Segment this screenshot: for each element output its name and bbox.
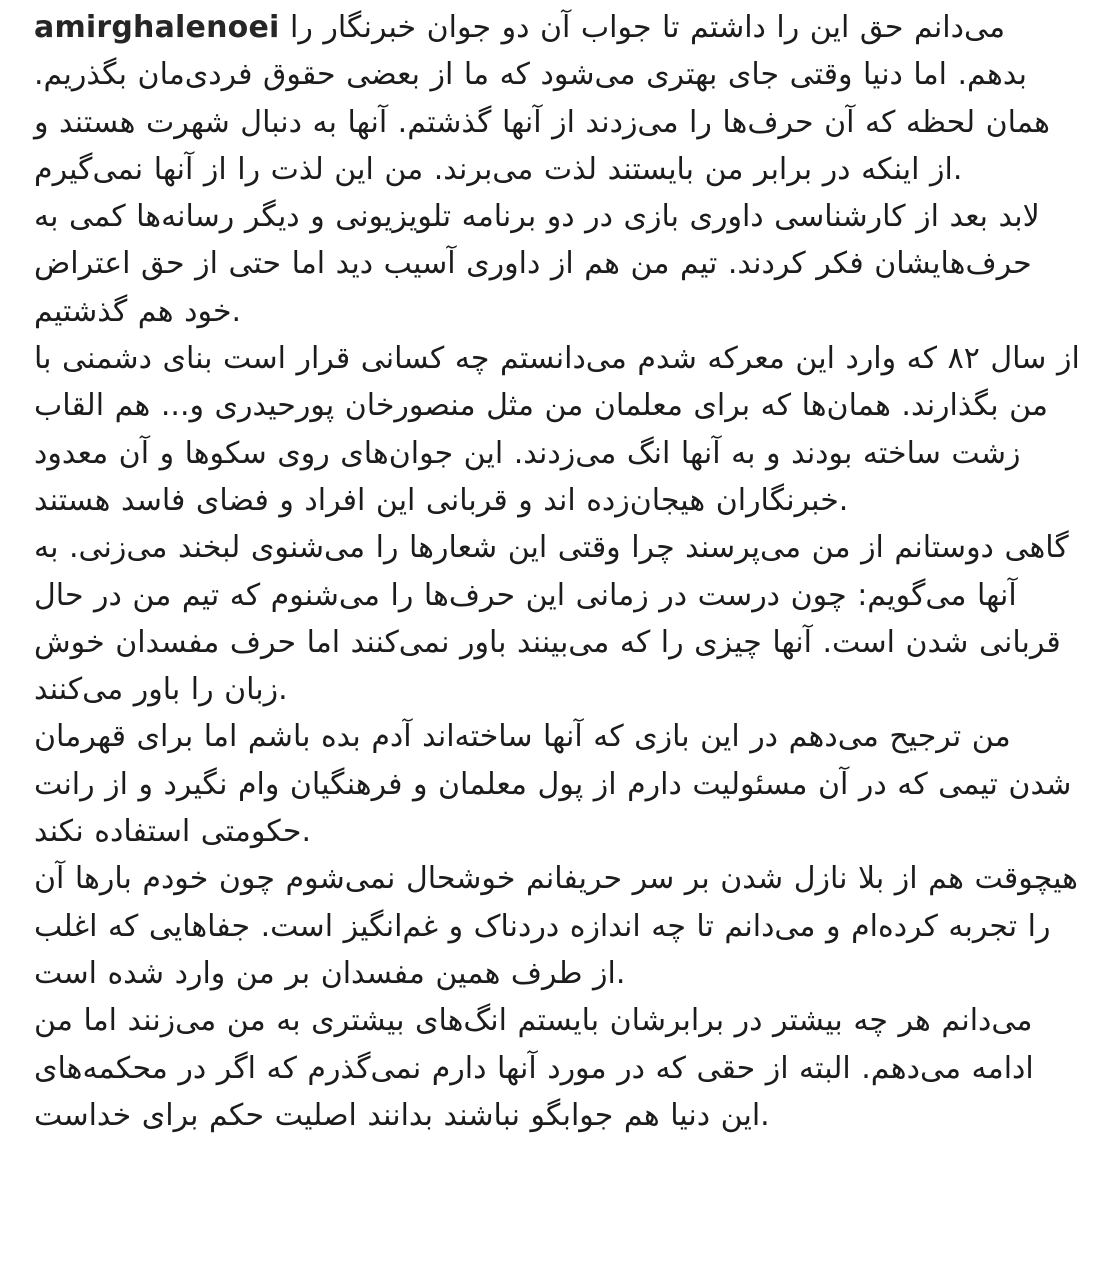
caption-paragraph bbox=[34, 524, 1080, 713]
caption-text: گاهی دوستانم از من می‌پرسند چرا وقتی این شعارها را می‌شنوی لبخند می‌زنی. به آنها می‌گویم: چون درست در زمانی این حرف‌ها را می‌شنوم که تیم من در حال قربانی شدن است. آنها چیزی را که می‌بینند باور نمی‌کنند اما حرف مفسدان خوش زبان را باور می‌کنند. bbox=[34, 530, 1069, 708]
caption-text: می‌دانم هر چه بیشتر در برابرشان بایستم انگ‌های بیشتری به من می‌زنند اما من ادامه می‌دهم. البته از حقی که در مورد آنها دارم نمی‌گذرم که اگر در محکمه‌های این دنیا هم جوابگو نباشند بدانند اصلیت حکم برای خداست. bbox=[34, 1003, 1034, 1133]
caption-text: هیچوقت هم از بلا نازل شدن بر سر حریفانم خوشحال نمی‌شوم چون خودم بارها آن را تجربه کرده‌ام و می‌دانم تا چه اندازه دردناک و غم‌انگیز است. جفاهایی که اغلب از طرف همین مفسدان بر من وارد شده است. bbox=[34, 861, 1079, 991]
caption-text: از سال ۸۲ که وارد این معرکه شدم می‌دانستم چه کسانی قرار است بنای دشمنی با من بگذارند. همان‌ها که برای معلمان من مثل منصورخان پورحیدری و... هم القاب زشت ساخته بودند و به آنها انگ می‌زدند. این جوان‌های روی سکوها و آن معدود خبرنگاران هیجان‌زده اند و قربانی این افراد و فضای فاسد هستند. bbox=[34, 341, 1080, 518]
caption-paragraph bbox=[34, 855, 1080, 997]
caption-text: لابد بعد از کارشناسی داوری بازی در دو برنامه تلویزیونی و دیگر رسانه‌ها کمی به حرف‌هایشان فکر کردند. تیم من هم از داوری آسیب دید اما حتی از حق اعتراض خود هم گذشتیم. bbox=[34, 199, 1040, 329]
caption-paragraph bbox=[34, 713, 1080, 855]
caption-text: من ترجیح می‌دهم در این بازی که آنها ساخته‌اند آدم بده باشم اما برای قهرمان شدن تیمی که در آن مسئولیت دارم از پول معلمان و فرهنگیان وام نگیرد و از رانت حکومتی استفاده نکند. bbox=[34, 719, 1072, 850]
caption-paragraph bbox=[34, 335, 1080, 524]
caption-paragraph bbox=[34, 193, 1080, 335]
caption-text: می‌دانم حق این را داشتم تا جواب آن دو جوان خبرنگار را بدهم. اما دنیا وقتی جای بهتری می‌شود که ما از بعضی حقوق فردی‌مان بگذریم. همان لحظه که آن حرف‌ها را می‌زدند از آنها گذشتم. آنها به دنبال شهرت هستند و از اینکه در برابر من بایستند لذت می‌برند. من این لذت را از آنها نمی‌گیرم. bbox=[34, 10, 1050, 187]
caption-paragraph bbox=[34, 997, 1080, 1139]
caption-paragraph bbox=[34, 4, 1080, 193]
username-link[interactable]: amirghalenoei bbox=[34, 10, 280, 45]
